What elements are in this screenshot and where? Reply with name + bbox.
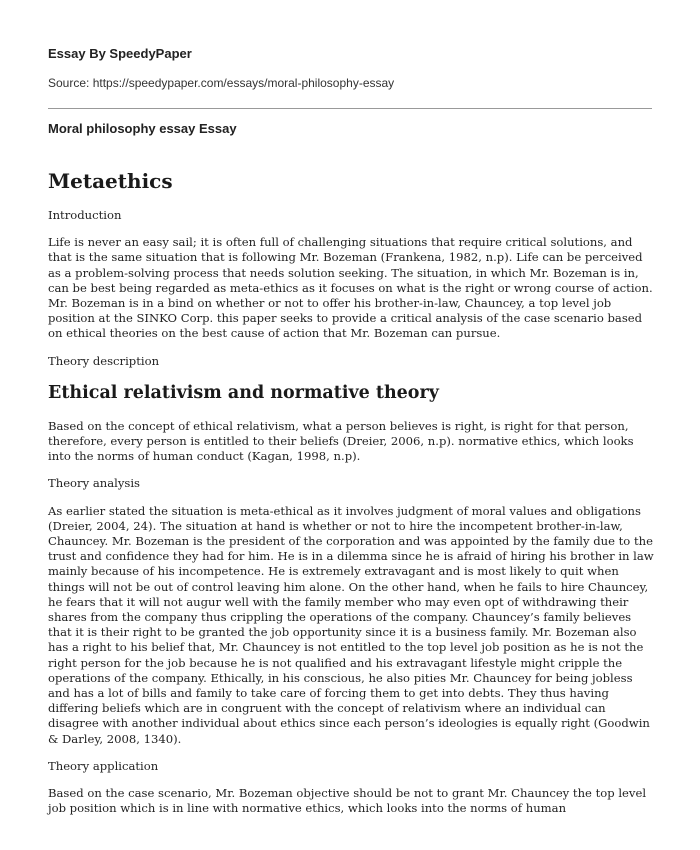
essay-body [48,168,656,829]
header-source: Source: https://speedypaper.com/essays/moral-philosophy-essay [48,76,395,90]
header-brand: Essay By SpeedyPaper [48,46,192,61]
header-divider [48,108,652,109]
introduction-paragraph: Life is never an easy sail; it is often full of challenging situations that require critical solutions, and that is the same situation that is following Mr. Bozeman (Frankena, 1982, n.p). Life can be perceived as a problem-solving process that needs solution seeking. The situation, in which Mr. Bozeman is in, can be best being regarded as meta-ethics as it focuses on what is the right or wrong course of action. Mr. Bozeman is in a bind on whether or not to offer his brother-in-law, Chauncey, a top level job position at the SINKO Corp. this paper seeks to provide a critical analysis of the case scenario based on ethical theories on the best cause of action that Mr. Bozeman can pursue. [48,235,653,341]
theory-application-label: Theory application [48,758,159,773]
theory-description-label: Theory description [48,353,160,368]
document-title: Moral philosophy essay Essay [48,121,237,136]
application-paragraph: Based on the case scenario, Mr. Bozeman objective should be not to grant Mr. Chauncey the top level job position which is in line with normative ethics, which looks into the norms of human [48,786,647,816]
relativism-paragraph: Based on the concept of ethical relativism, what a person believes is right, is right for that person, therefore, every person is entitled to their beliefs (Dreier, 2006, n.p). normative ethics, which looks into the norms of human conduct (Kagan, 1998, n.p). [48,418,634,464]
introduction-label: Introduction [48,208,122,222]
section-heading-ethical-relativism: Ethical relativism and normative theory [48,382,439,403]
theory-analysis-label: Theory analysis [48,476,140,491]
analysis-paragraph: As earlier stated the situation is meta-ethical as it involves judgment of moral values and obligations (Dreier, 2004, 24). The situation at hand is whether or not to hire the incompetent brother-in-law, Chauncey. Mr. Bozeman is the president of the corporation and was appointed by the family due to the trust and confidence they had for him. He is in a dilemma since he is afraid of hiring his brother in law mainly because of his incompetence. He is extremely extravagant and is most likely to quit when things will not be out of control leaving him alone. On the other hand, when he fails to hire Chauncey, he fears that it will not augur well with the family member who may even opt of withdrawing their shares from the company thus crippling the operations of the company. Chauncey’s family believes that it is their right to be granted the job opportunity since it is a business family. Mr. Bozeman also has a right to his belief that, Mr. Chauncey is not entitled to the top level job position as he is not the right person for the job because he is not qualified and his extravagant lifestyle might cripple the operations of the company. Ethically, in his conscious, he also pities Mr. Chauncey for being jobless and has a lot of bills and family to take care of forcing them to get into debts. They thus having differing beliefs which are in congruent with the concept of relativism where an individual can disagree with another individual about ethics since each person’s ideologies is equally right (Goodwin & Darley, 2008, 1340). [48,503,654,746]
section-heading-metaethics: Metaethics [48,169,173,193]
